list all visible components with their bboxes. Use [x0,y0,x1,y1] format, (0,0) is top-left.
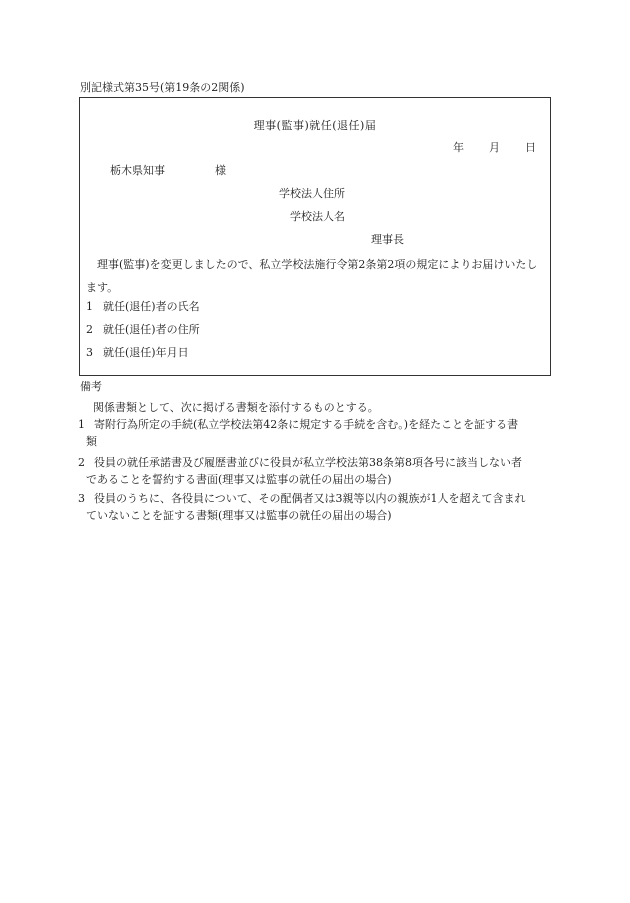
notification-form-box [79,97,551,376]
addressee-honorific: 様 [215,164,226,177]
addressee-governor: 栃木県知事 [110,164,165,177]
form-item-text: 就任(退任)者の住所 [103,323,200,336]
date-year-label: 年 [453,141,464,154]
form-title: 理事(監事)就任(退任)届 [253,119,377,132]
chief-director-label: 理事長 [371,233,404,246]
form-item-number: 2 [86,323,93,336]
school-corporation-name-label: 学校法人名 [290,210,345,223]
remark-item [78,416,552,450]
date-day-label: 日 [525,141,536,154]
form-item-number: 3 [86,346,93,359]
form-item [86,347,189,358]
form-item-text: 就任(退任)者の氏名 [103,300,200,313]
form-item [86,324,200,335]
form-number-label: 別記様式第35号(第19条の2関係) [80,81,245,94]
remark-number: 2 [78,456,85,469]
remarks-intro: 関係書類として、次に掲げる書類を添付するものとする。 [93,401,379,414]
remark-text-line1: 役員のうちに、各役員について、その配偶者又は3親等以内の親族が1人を超えて含まれ [94,492,526,505]
remark-item [78,454,552,488]
remark-item [78,490,552,524]
remarks-heading: 備考 [80,380,102,393]
remark-number: 1 [78,418,85,431]
date-month-label: 月 [489,141,500,154]
school-corporation-address-label: 学校法人住所 [279,187,345,200]
remark-number: 3 [78,492,85,505]
remark-text-line1: 役員の就任承諾書及び履歴書並びに役員が私立学校法第38条第8項各号に該当しない者 [94,456,522,469]
remark-text-line2: ていないことを証する書類(理事又は監事の就任の届出の場合) [86,509,392,522]
form-item-text: 就任(退任)年月日 [103,346,189,359]
form-body-text: 理事(監事)を変更しましたので、私立学校法施行令第2条第2項の規定によりお届けいたします。 [86,258,538,294]
remark-text-line1: 寄附行為所定の手続(私立学校法第42条に規定する手続を含む。)を経たことを証する書 [94,418,519,431]
remark-text-line2: であることを誓約する書面(理事又は監事の就任の届出の場合) [86,473,392,486]
form-item [86,301,200,312]
remark-text-line2: 類 [86,435,97,448]
form-item-number: 1 [86,300,93,313]
